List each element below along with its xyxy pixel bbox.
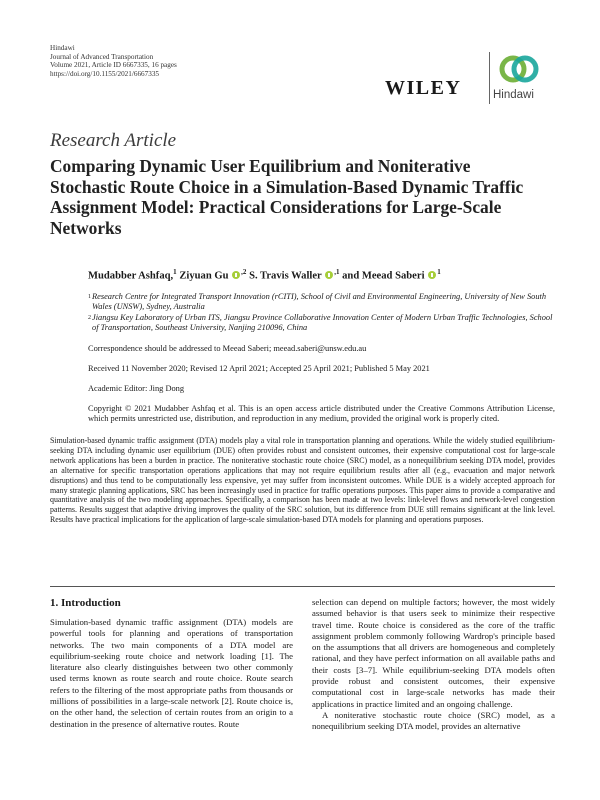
affiliation-text: Jiangsu Key Laboratory of Urban ITS, Jiangsu Province Collaborative Innovation Center of Modern Urban Traffic Technologies, School of Transportation, Southeast University, Nanjing 210096, China: [92, 312, 553, 333]
author-name: Mudabber Ashfaq,: [88, 270, 174, 282]
affiliation: [88, 313, 558, 334]
abstract-text: Simulation-based dynamic traffic assignment (DTA) models play a vital role in transportation planning and operations. While the widely studied equilibrium-seeking DTA including dynamic user equilibrium (DUE) often provides robust and consistent outcomes, their expensive computational cost for large-scale network applications has been a burden in practice. The noniterative stochastic route choice (SRC) model, as a nonequilibrium seeking DTA model, provides an alternative for specific transportation operations applications that may not require equilibrium results after all (e.g., evacuation and major network disruptions) and thus tend to be computationally less expensive, yet may suffer from inconsistent outcomes. While DUE is a widely accepted approach for many strategic planning applications, SRC has been increasingly used in practice for traffic operations purposes. This paper aims to provide a comparative and quantitative analysis of the two modeling approaches. Specifically, a comparison has been made at two levels: link-level flows and network-level congestion patterns. Results suggest that adaptive driving improves the quality of the SRC solution, but its difference from DUE still remains significant at the link level. Results have practical implications for the application of large-scale simulation-based DTA models for planning and operations purposes.: [50, 436, 555, 525]
hindawi-logo-text: Hindawi: [493, 89, 534, 101]
body-column-right: [312, 597, 555, 733]
affiliation: [88, 292, 558, 313]
correspondence: Correspondence should be addressed to Meead Saberi; meead.saberi@unsw.edu.au: [88, 344, 367, 353]
orcid-icon[interactable]: [428, 271, 436, 279]
affiliation-text: Research Centre for Integrated Transport Innovation (rCITI), School of Civil and Environmental Engineering, University of New South Wales (UNSW), Sydney, Australia: [92, 292, 547, 312]
author-list: [88, 268, 441, 282]
affiliation-number: 2: [88, 314, 91, 321]
journal-info: [50, 44, 177, 78]
journal-name: Journal of Advanced Transportation: [50, 52, 154, 61]
author-affil-mark: 1: [437, 268, 441, 276]
section-divider: [50, 586, 555, 587]
wiley-logo: WILEY: [385, 77, 462, 99]
body-paragraph: Simulation-based dynamic traffic assignment (DTA) models are powerful tools for planning and operations of transportation networks. The two main components of a DTA model are equilibrium-seeking route choice and network loading [1]. The literature also clearly distinguishes between two other commonly used terms known as route search and route choice. Route search refers to the filtering of the most appropriate paths from thousands or millions of possibilities in a large-scale network [2]. Route choice is, on the other hand, the selection of certain routes from an origin to a destination in the presence of alternative routes. Route: [50, 617, 293, 729]
orcid-icon[interactable]: [325, 271, 333, 279]
affiliations: [88, 292, 558, 334]
journal-volume: Volume 2021, Article ID 6667335, 16 pages: [50, 61, 177, 70]
article-type: Research Article: [50, 130, 177, 151]
author-name: Ziyuan Gu: [179, 270, 229, 282]
journal-publisher: Hindawi: [50, 44, 75, 52]
body-paragraph: selection can depend on multiple factors; however, the most widely assumed behavior is that users seek to minimize their respective travel time. Route choice is considered as the core of the traffic assignment problem commonly following Wardrop's principle based on the assumptions that all drivers are homogeneous and completely rational, and they have perfect information on all available paths and their costs [3–7]. While equilibrium-seeking DTA models often provide robust and consistent outcomes, their expensive computational cost in large-scale networks has made their applications in practice limited and an ongoing challenge.: [312, 597, 555, 709]
logo-area: [385, 44, 555, 104]
author-name: and Meead Saberi: [342, 270, 425, 282]
publication-dates: Received 11 November 2020; Revised 12 April 2021; Accepted 25 April 2021; Published 5 May 2021: [88, 364, 430, 373]
orcid-icon[interactable]: [232, 271, 240, 279]
author-name: S. Travis Waller: [249, 270, 322, 282]
abstract: [50, 436, 555, 525]
academic-editor: Academic Editor: Jing Dong: [88, 384, 185, 393]
author-affil-mark: ,2: [241, 268, 247, 276]
journal-doi[interactable]: https://doi.org/10.1155/2021/6667335: [50, 69, 160, 78]
copyright-notice: Copyright © 2021 Mudabber Ashfaq et al. This is an open access article distributed under the Creative Commons Attribution License, which permits unrestricted use, distribution, and reproduction in any medium, provided the original work is properly cited.: [88, 404, 555, 424]
section-heading-introduction: 1. Introduction: [50, 597, 121, 609]
article-title: Comparing Dynamic User Equilibrium and Noniterative Stochastic Route Choice in a Simulation-Based Dynamic Traffic Assignment Model: Practical Considerations for Large-Scale Networks: [50, 156, 524, 238]
logo-divider: [489, 52, 490, 104]
affiliation-number: 1: [88, 294, 91, 300]
body-paragraph: A noniterative stochastic route choice (SRC) model, as a nonequilibrium seeking DTA model, provides an alternative: [312, 709, 555, 732]
author-affil-mark: ,1: [334, 268, 340, 276]
body-column-left: [50, 617, 293, 730]
author-affil-mark: 1: [173, 268, 177, 276]
hindawi-rings-icon: [498, 52, 540, 86]
